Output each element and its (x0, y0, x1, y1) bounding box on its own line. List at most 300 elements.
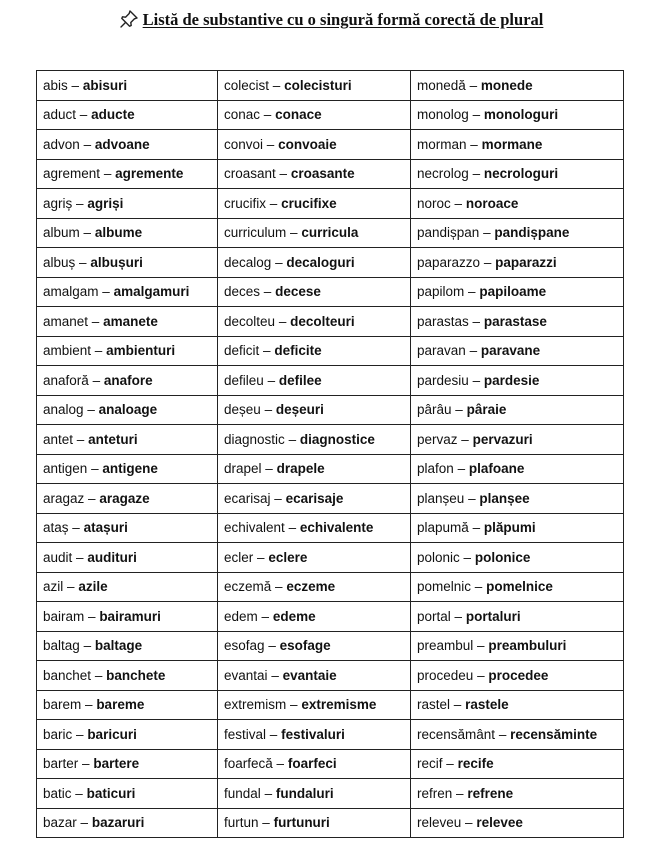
plural-word: banchete (106, 667, 166, 683)
plural-word: abisuri (82, 77, 128, 93)
singular-word: festival (224, 726, 267, 742)
dash-separator: – (72, 520, 80, 536)
word-cell (411, 454, 624, 484)
singular-word: planșeu (417, 490, 465, 506)
plural-word: paravane (480, 343, 541, 359)
dash-separator: – (75, 785, 83, 801)
table-row (37, 454, 624, 484)
table-row (37, 779, 624, 809)
word-cell (411, 395, 624, 425)
table-row (37, 572, 624, 602)
singular-word: convoi (224, 136, 264, 152)
singular-word: morman (417, 136, 467, 152)
plural-word: baticuri (86, 785, 136, 801)
singular-word: plapumă (417, 520, 469, 536)
plural-word: analoage (98, 402, 158, 418)
plural-word: edeme (272, 608, 316, 624)
singular-word: defileu (224, 372, 264, 388)
dash-separator: – (269, 726, 278, 742)
singular-word: fundal (224, 785, 261, 801)
dash-separator: – (455, 402, 463, 418)
dash-separator: – (498, 726, 507, 742)
plural-word: extremisme (301, 697, 377, 713)
dash-separator: – (94, 667, 103, 683)
word-cell (411, 218, 624, 248)
table-row (37, 425, 624, 455)
plural-word: bairamuri (99, 608, 161, 624)
plural-word: diagnostice (299, 431, 375, 447)
plural-table (36, 70, 624, 838)
dash-separator: – (276, 756, 285, 772)
word-cell (218, 720, 411, 750)
document-header (0, 9, 662, 30)
word-cell (218, 189, 411, 219)
word-cell (218, 130, 411, 160)
dash-separator: – (278, 313, 287, 329)
singular-word: banchet (43, 667, 92, 683)
plural-word: conace (275, 107, 322, 123)
singular-word: monedă (417, 77, 466, 93)
page-title: Listă de substantive cu o singură formă corectă de plural (142, 10, 544, 29)
singular-word: anaforă (43, 372, 89, 388)
singular-word: ecler (224, 549, 254, 565)
word-cell (37, 661, 218, 691)
singular-word: rastel (417, 697, 451, 713)
table-row (37, 602, 624, 632)
plural-word: ecarisaje (285, 490, 344, 506)
dash-separator: – (263, 284, 272, 300)
word-cell (218, 248, 411, 278)
singular-word: agrement (43, 166, 101, 182)
word-cell (37, 307, 218, 337)
plural-word: deficite (274, 343, 322, 359)
plural-word: refrene (467, 785, 514, 801)
plural-word: preambuluri (488, 638, 567, 654)
singular-word: furtun (224, 815, 259, 831)
dash-separator: – (483, 254, 492, 270)
word-cell (411, 307, 624, 337)
table-row (37, 484, 624, 514)
plural-word: fundaluri (275, 785, 334, 801)
word-cell (37, 130, 218, 160)
plural-word: colecisturi (284, 77, 352, 93)
word-cell (411, 366, 624, 396)
singular-word: pardesiu (417, 372, 469, 388)
singular-word: pârâu (417, 402, 452, 418)
dash-separator: – (102, 284, 110, 300)
plural-word: pâraie (466, 402, 507, 418)
word-cell (411, 248, 624, 278)
word-cell (411, 543, 624, 573)
word-cell (37, 602, 218, 632)
singular-word: antigen (43, 461, 88, 477)
plural-word: mormane (481, 136, 543, 152)
plural-word: monede (480, 77, 533, 93)
dash-separator: – (271, 667, 279, 683)
dash-separator: – (453, 697, 462, 713)
dash-separator: – (103, 166, 112, 182)
word-cell (218, 661, 411, 691)
dash-separator: – (94, 343, 103, 359)
plural-word: necrologuri (483, 166, 559, 182)
plural-word: monologuri (483, 107, 559, 123)
dash-separator: – (290, 225, 298, 241)
dash-separator: – (288, 431, 297, 447)
word-cell (37, 690, 218, 720)
singular-word: amalgam (43, 284, 99, 300)
singular-word: preambul (417, 638, 474, 654)
plural-word: polonice (474, 549, 531, 565)
plural-word: deșeuri (275, 402, 324, 418)
plural-word: plăpumi (483, 520, 536, 536)
word-cell (37, 484, 218, 514)
singular-word: pervaz (417, 431, 458, 447)
word-cell (37, 749, 218, 779)
word-cell (37, 543, 218, 573)
dash-separator: – (472, 313, 481, 329)
table-row (37, 543, 624, 573)
dash-separator: – (91, 313, 100, 329)
word-cell (218, 513, 411, 543)
dash-separator: – (457, 461, 466, 477)
singular-word: releveu (417, 815, 462, 831)
table-row (37, 189, 624, 219)
dash-separator: – (267, 372, 276, 388)
singular-word: album (43, 225, 80, 241)
plural-word: defilee (278, 372, 322, 388)
word-cell (411, 484, 624, 514)
dash-separator: – (472, 520, 481, 536)
singular-word: diagnostic (224, 431, 285, 447)
singular-word: albuș (43, 254, 76, 270)
singular-word: aragaz (43, 490, 85, 506)
plural-word: agremente (115, 166, 184, 182)
word-cell (37, 248, 218, 278)
singular-word: bairam (43, 608, 85, 624)
plural-word: antigene (102, 461, 158, 477)
singular-word: foarfecă (224, 756, 273, 772)
plural-word: agriși (87, 195, 124, 211)
dash-separator: – (91, 461, 99, 477)
plural-word: ambienturi (106, 343, 176, 359)
singular-word: paparazzo (417, 254, 481, 270)
word-cell (218, 484, 411, 514)
singular-word: antet (43, 431, 74, 447)
singular-word: decolteu (224, 313, 276, 329)
word-cell (37, 218, 218, 248)
word-cell (411, 749, 624, 779)
table-row (37, 690, 624, 720)
dash-separator: – (85, 697, 93, 713)
word-cell (411, 572, 624, 602)
word-cell (411, 779, 624, 809)
table-row (37, 661, 624, 691)
word-cell (218, 159, 411, 189)
dash-separator: – (472, 372, 481, 388)
dash-separator: – (454, 608, 463, 624)
plural-word: croasante (290, 166, 355, 182)
dash-separator: – (76, 431, 85, 447)
dash-separator: – (83, 136, 92, 152)
singular-word: bazar (43, 815, 77, 831)
dash-separator: – (262, 815, 270, 831)
word-cell (37, 808, 218, 838)
plural-word: aragaze (99, 490, 150, 506)
dash-separator: – (83, 638, 92, 654)
singular-word: baltag (43, 638, 80, 654)
dash-separator: – (461, 431, 469, 447)
word-cell (411, 808, 624, 838)
singular-word: noroc (417, 195, 451, 211)
word-cell (218, 602, 411, 632)
word-cell (411, 277, 624, 307)
dash-separator: – (469, 343, 478, 359)
dash-separator: – (472, 107, 481, 123)
plural-word: albușuri (90, 254, 143, 270)
singular-word: recensământ (417, 726, 496, 742)
word-cell (218, 631, 411, 661)
dash-separator: – (269, 195, 278, 211)
dash-separator: – (477, 667, 485, 683)
word-cell (37, 336, 218, 366)
singular-word: paravan (417, 343, 466, 359)
dash-separator: – (279, 166, 288, 182)
singular-word: refren (417, 785, 453, 801)
dash-separator: – (264, 785, 273, 801)
dash-separator: – (465, 815, 473, 831)
plural-word: pardesie (483, 372, 540, 388)
plural-word: eczeme (286, 579, 336, 595)
dash-separator: – (88, 608, 96, 624)
word-cell (218, 395, 411, 425)
plural-word: convoaie (278, 136, 337, 152)
singular-word: echivalent (224, 520, 285, 536)
dash-separator: – (290, 697, 298, 713)
dash-separator: – (272, 77, 281, 93)
word-cell (218, 572, 411, 602)
plural-word: echivalente (299, 520, 374, 536)
word-cell (218, 808, 411, 838)
dash-separator: – (79, 107, 88, 123)
plural-word: baltage (94, 638, 143, 654)
plural-word: bazaruri (91, 815, 145, 831)
dash-separator: – (446, 756, 454, 772)
word-cell (218, 366, 411, 396)
singular-word: plafon (417, 461, 454, 477)
dash-separator: – (463, 549, 472, 565)
word-cell (411, 425, 624, 455)
dash-separator: – (92, 372, 101, 388)
word-cell (37, 159, 218, 189)
singular-word: conac (224, 107, 261, 123)
singular-word: deșeu (224, 402, 261, 418)
dash-separator: – (266, 136, 275, 152)
plural-word: paparazzi (495, 254, 557, 270)
plural-word: amalgamuri (113, 284, 190, 300)
singular-word: esofag (224, 638, 265, 654)
singular-word: pomelnic (417, 579, 472, 595)
singular-word: curriculum (224, 225, 287, 241)
dash-separator: – (268, 638, 276, 654)
word-cell (218, 779, 411, 809)
dash-separator: – (470, 136, 478, 152)
plural-word: recife (457, 756, 494, 772)
singular-word: amanet (43, 313, 89, 329)
word-cell (411, 661, 624, 691)
plural-word: papiloame (479, 284, 547, 300)
dash-separator: – (76, 726, 84, 742)
singular-word: necrolog (417, 166, 469, 182)
plural-word: parastase (483, 313, 547, 329)
word-cell (218, 277, 411, 307)
word-cell (37, 277, 218, 307)
plural-word: festivaluri (281, 726, 345, 742)
table-row (37, 218, 624, 248)
plural-word: noroace (465, 195, 519, 211)
plural-word: anteturi (88, 431, 138, 447)
singular-word: deficit (224, 343, 260, 359)
dash-separator: – (456, 785, 464, 801)
dash-separator: – (88, 490, 96, 506)
word-cell (411, 336, 624, 366)
dash-separator: – (275, 254, 283, 270)
singular-word: croasant (224, 166, 276, 182)
singular-word: azil (43, 579, 64, 595)
plural-word: decese (275, 284, 321, 300)
dash-separator: – (477, 638, 485, 654)
dash-separator: – (472, 166, 481, 182)
word-cell (37, 71, 218, 101)
plural-word: decaloguri (286, 254, 355, 270)
singular-word: papilom (417, 284, 465, 300)
singular-word: parastas (417, 313, 469, 329)
dash-separator: – (469, 77, 478, 93)
plural-word: drapele (276, 461, 325, 477)
singular-word: agriș (43, 195, 73, 211)
plural-word: amanete (103, 313, 158, 329)
singular-word: extremism (224, 697, 287, 713)
table-row (37, 71, 624, 101)
word-cell (411, 71, 624, 101)
singular-word: deces (224, 284, 261, 300)
plural-word: bareme (96, 697, 145, 713)
dash-separator: – (71, 77, 80, 93)
plural-word: procedee (488, 667, 549, 683)
singular-word: polonic (417, 549, 460, 565)
dash-separator: – (261, 608, 270, 624)
dash-separator: – (263, 107, 272, 123)
singular-word: procedeu (417, 667, 474, 683)
word-cell (218, 690, 411, 720)
word-cell (218, 454, 411, 484)
plural-word: rastele (465, 697, 509, 713)
word-cell (37, 366, 218, 396)
singular-word: pandișpan (417, 225, 480, 241)
plural-word: furtunuri (273, 815, 330, 831)
singular-word: evantai (224, 667, 268, 683)
table-row (37, 395, 624, 425)
singular-word: drapel (224, 461, 262, 477)
word-cell (218, 218, 411, 248)
table-row (37, 248, 624, 278)
plural-word: curricula (301, 225, 359, 241)
dash-separator: – (274, 490, 282, 506)
word-cell (218, 307, 411, 337)
singular-word: recif (417, 756, 443, 772)
singular-word: ataș (43, 520, 69, 536)
plural-word: pomelnice (486, 579, 553, 595)
dash-separator: – (454, 195, 463, 211)
plural-word: azile (78, 579, 108, 595)
dash-separator: – (468, 284, 476, 300)
dash-separator: – (265, 461, 273, 477)
plural-word: plafoane (468, 461, 525, 477)
plural-word: atașuri (83, 520, 128, 536)
singular-word: baric (43, 726, 73, 742)
singular-word: abis (43, 77, 68, 93)
table-row (37, 277, 624, 307)
table-row (37, 100, 624, 130)
table-row (37, 336, 624, 366)
word-cell (411, 602, 624, 632)
dash-separator: – (79, 254, 87, 270)
plural-word: eclere (268, 549, 308, 565)
word-cell (37, 779, 218, 809)
word-cell (218, 543, 411, 573)
dash-separator: – (474, 579, 483, 595)
plural-word: crucifixe (281, 195, 337, 211)
plural-word: recensăminte (510, 726, 598, 742)
plural-word: evantaie (282, 667, 337, 683)
plural-word: bartere (93, 756, 140, 772)
singular-word: ecarisaj (224, 490, 271, 506)
word-cell (37, 425, 218, 455)
plural-word: aducte (91, 107, 135, 123)
dash-separator: – (275, 579, 283, 595)
dash-separator: – (264, 402, 273, 418)
word-cell (37, 100, 218, 130)
table-row (37, 159, 624, 189)
singular-word: aduct (43, 107, 77, 123)
singular-word: monolog (417, 107, 469, 123)
plural-word: foarfeci (287, 756, 337, 772)
table-row (37, 513, 624, 543)
plural-word: pervazuri (472, 431, 533, 447)
word-cell (218, 71, 411, 101)
dash-separator: – (82, 756, 90, 772)
singular-word: crucifix (224, 195, 267, 211)
dash-separator: – (76, 195, 84, 211)
dash-separator: – (468, 490, 476, 506)
word-cell (218, 100, 411, 130)
dash-separator: – (83, 225, 92, 241)
word-cell (411, 189, 624, 219)
word-cell (37, 720, 218, 750)
singular-word: eczemă (224, 579, 272, 595)
dash-separator: – (288, 520, 297, 536)
word-cell (411, 513, 624, 543)
dash-separator: – (483, 225, 491, 241)
word-cell (411, 159, 624, 189)
word-cell (37, 631, 218, 661)
plural-word: esofage (279, 638, 331, 654)
plural-word: audituri (87, 549, 137, 565)
singular-word: barter (43, 756, 79, 772)
plural-word: relevee (476, 815, 523, 831)
singular-word: batic (43, 785, 72, 801)
table-row (37, 631, 624, 661)
word-cell (37, 395, 218, 425)
